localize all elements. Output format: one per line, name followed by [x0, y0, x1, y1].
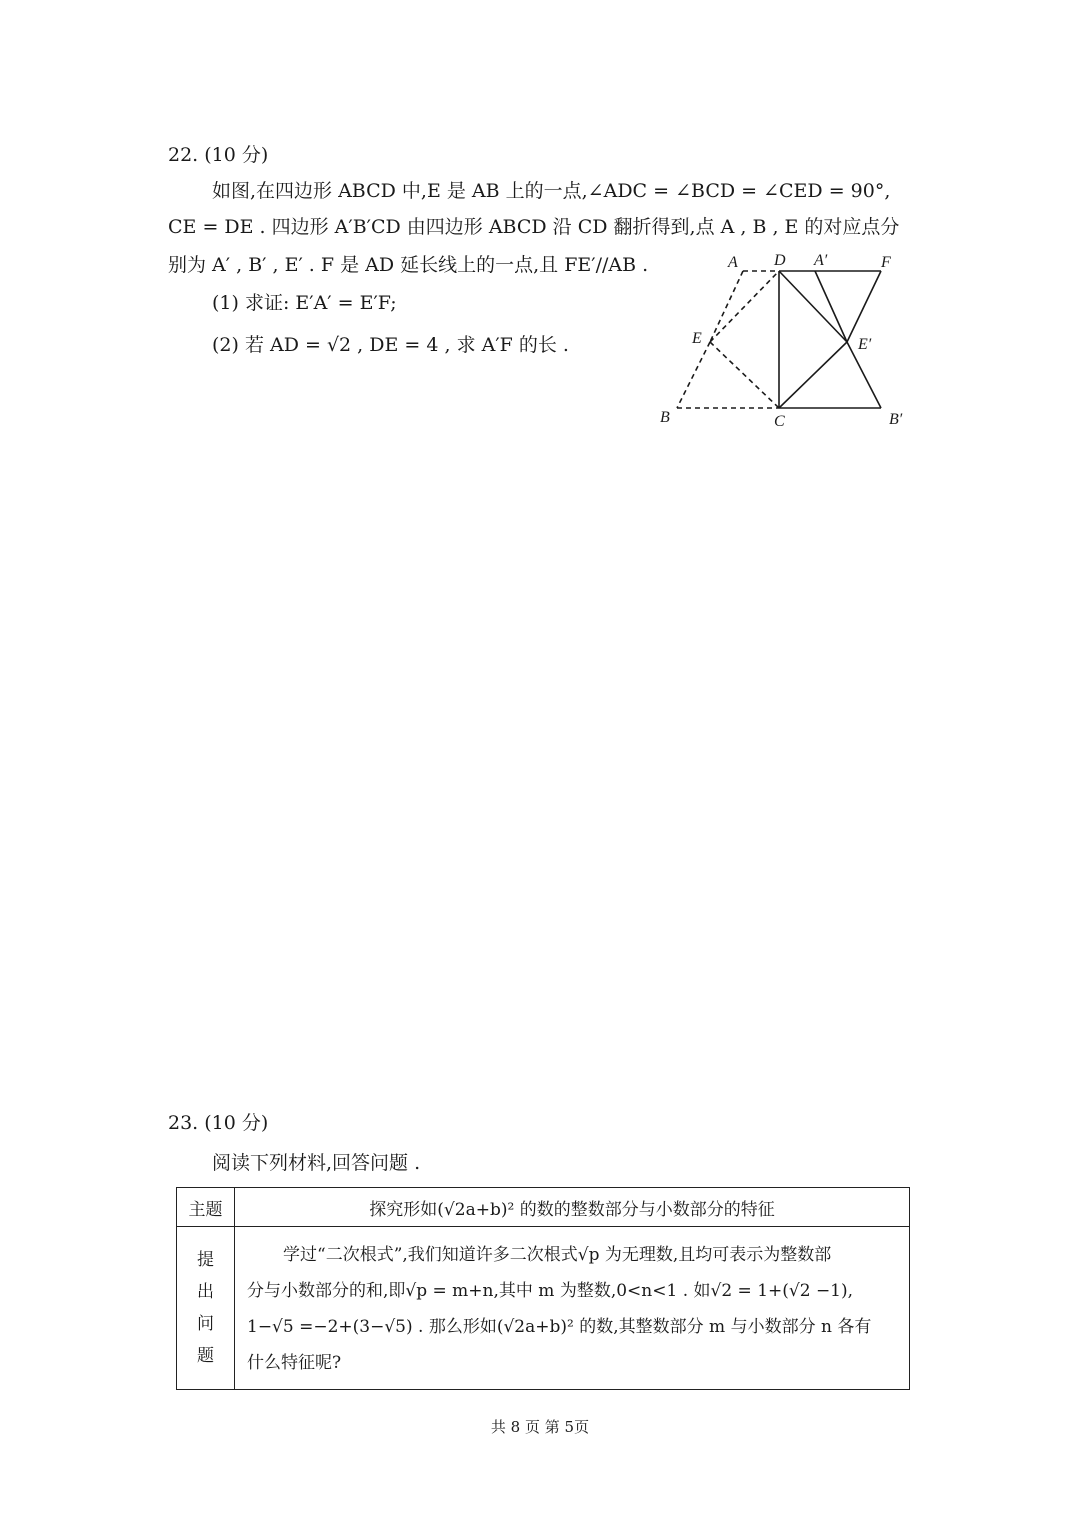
- label-C: C: [774, 413, 785, 430]
- subject-text: 探究形如(√2a+b)² 的数的整数部分与小数部分的特征: [235, 1188, 910, 1227]
- q22-line-3: 别为 A′ , B′ , E′ . F 是 AD 延长线上的一点,且 FE′//AB .: [168, 254, 649, 276]
- raise-label-char: 题: [197, 1346, 214, 1366]
- label-E: E: [692, 330, 702, 347]
- raise-label-char: 出: [197, 1282, 214, 1302]
- label-B: B: [660, 409, 670, 426]
- segment-EB: [677, 342, 710, 408]
- segment-DE-prime: [779, 271, 847, 342]
- segment-ED: [710, 271, 779, 342]
- segment-A-prime-E-prime: [815, 271, 847, 342]
- q22-heading: 22. (10 分): [168, 144, 269, 166]
- segment-CE-prime: [779, 342, 847, 408]
- label-A-prime: A′: [814, 252, 828, 269]
- raise-question-text: [235, 1227, 910, 1390]
- label-D: D: [774, 252, 786, 269]
- label-E-prime: E′: [858, 336, 872, 353]
- label-A: A: [728, 254, 738, 271]
- raise-question-label: [177, 1227, 235, 1390]
- raise-line-1: 学过“二次根式”,我们知道许多二次根式√p 为无理数,且均可表示为整数部: [283, 1245, 832, 1265]
- table-row-raise-question: [177, 1227, 910, 1390]
- label-F: F: [881, 254, 891, 271]
- q22-line-2: CE = DE . 四边形 A′B′CD 由四边形 ABCD 沿 CD 翻折得到,点 A , B , E 的对应点分: [168, 216, 900, 238]
- segment-AE: [710, 271, 743, 342]
- raise-label-char: 问: [197, 1314, 214, 1334]
- material-table: [176, 1187, 910, 1390]
- q22-part-1: (1) 求证: E′A′ = E′F;: [212, 292, 397, 314]
- q23-heading: 23. (10 分): [168, 1112, 269, 1134]
- raise-line-3: 1−√5 =−2+(3−√5) . 那么形如(√2a+b)² 的数,其整数部分 m 与小数部分 n 各有: [247, 1317, 872, 1337]
- q22-line-1: 如图,在四边形 ABCD 中,E 是 AB 上的一点,∠ADC = ∠BCD = ∠CED = 90°,: [212, 180, 891, 202]
- q22-part-2: (2) 若 AD = √2 , DE = 4 , 求 A′F 的长 .: [212, 334, 569, 356]
- subject-label: 主题: [177, 1188, 235, 1227]
- raise-label-char: 提: [197, 1250, 214, 1270]
- q23-intro: 阅读下列材料,回答问题 .: [212, 1152, 421, 1174]
- segment-EC: [710, 342, 779, 408]
- raise-line-2: 分与小数部分的和,即√p = m+n,其中 m 为整数,0<n<1 . 如√2 = 1+(√2 −1),: [247, 1281, 854, 1301]
- page-footer: 共 8 页 第 5页: [490, 1418, 590, 1436]
- q22-figure: [650, 245, 910, 440]
- table-row-subject: [177, 1188, 910, 1227]
- raise-line-4: 什么特征呢?: [247, 1353, 342, 1373]
- segment-FE-prime: [847, 271, 881, 342]
- label-B-prime: B′: [889, 411, 903, 428]
